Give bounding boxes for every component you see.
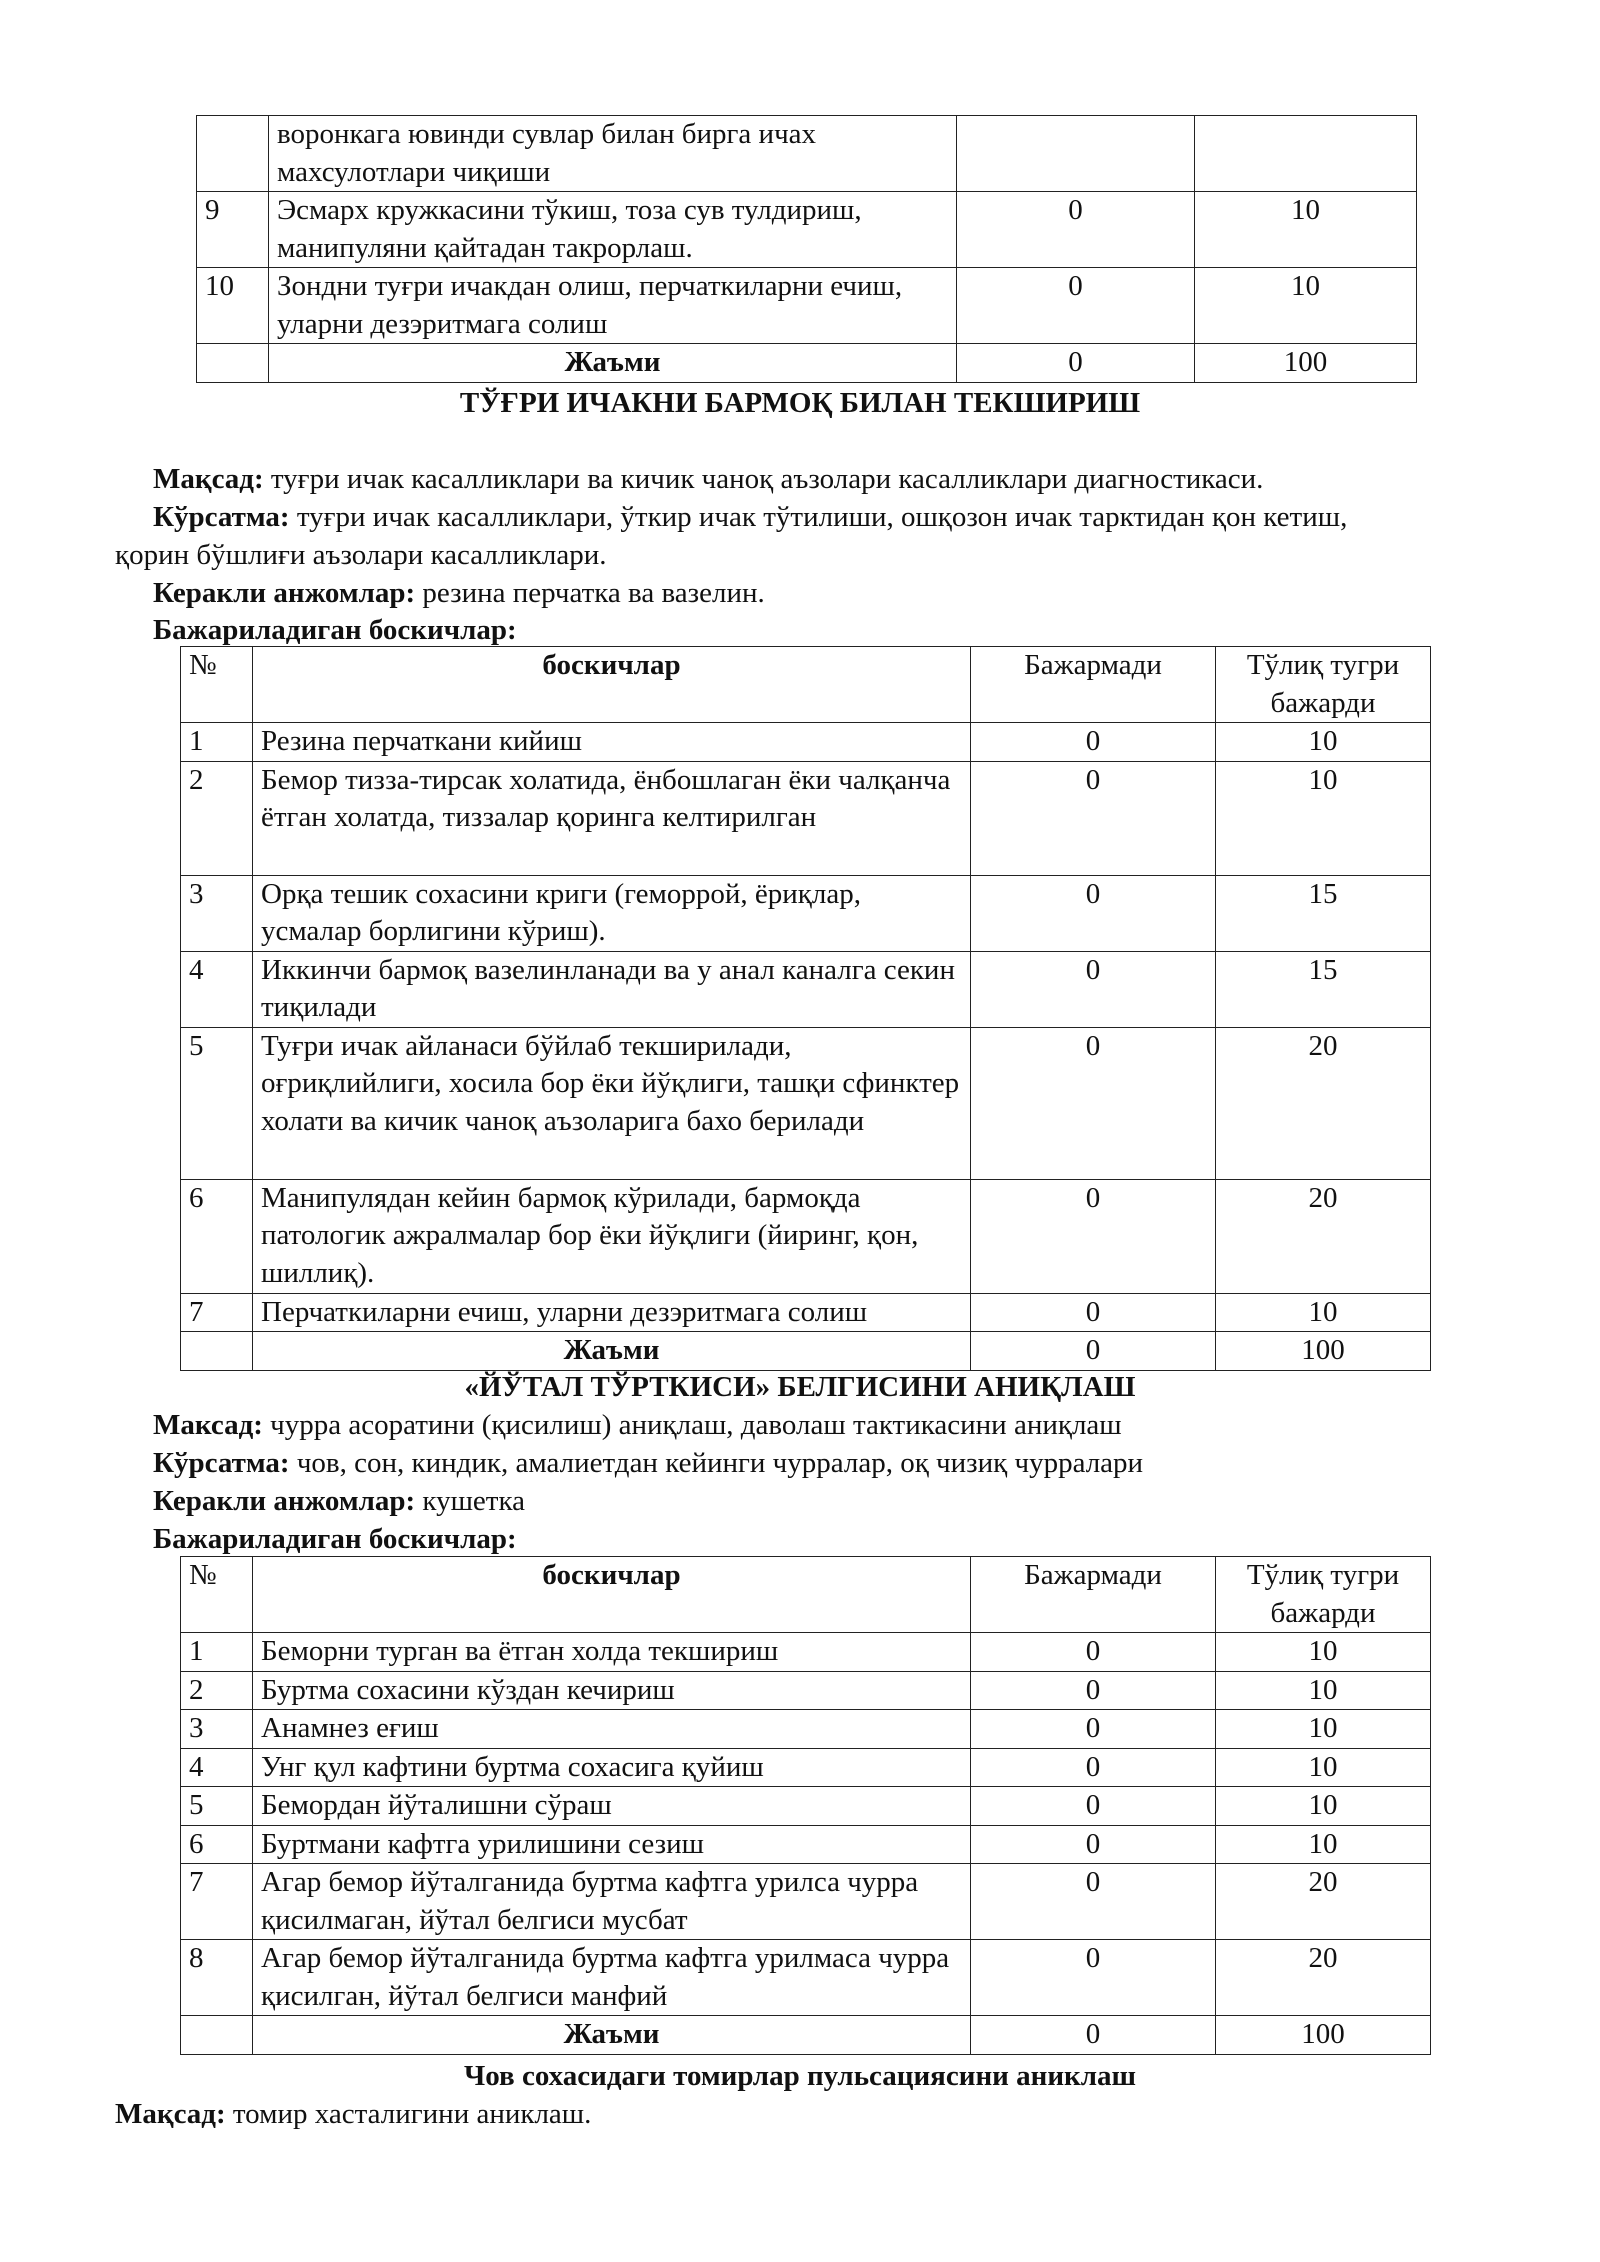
- row-not-done: 0: [971, 1179, 1216, 1293]
- goal-label: Мақсад:: [153, 463, 264, 495]
- row-not-done: 0: [971, 1710, 1216, 1749]
- table-row: [181, 723, 1431, 762]
- row-full: 10: [1216, 1748, 1431, 1787]
- table-row: [181, 951, 1431, 1027]
- steps-label: Бажариладиган боскичлар:: [153, 1523, 517, 1555]
- row-step: Иккинчи бармоқ вазелинланади ва у анал каналга секин тиқилади: [253, 951, 971, 1027]
- row-not-done: 0: [971, 1748, 1216, 1787]
- table-row: [181, 875, 1431, 951]
- row-step: Анамнез еғиш: [253, 1710, 971, 1749]
- table-row: [197, 192, 1417, 268]
- header-num: №: [181, 647, 253, 723]
- total-not-done: 0: [971, 1332, 1216, 1371]
- header-full: Тўлиқ тугри бажарди: [1216, 1557, 1431, 1633]
- goal-label: Мақсад:: [115, 2098, 226, 2130]
- total-empty: [197, 344, 269, 383]
- row-not-done: 0: [971, 1825, 1216, 1864]
- table-row: [181, 1748, 1431, 1787]
- total-empty: [181, 1332, 253, 1371]
- row-number: 4: [181, 1748, 253, 1787]
- row-step: Беморни турган ва ётган холда текшириш: [253, 1633, 971, 1672]
- row-not-done: 0: [971, 723, 1216, 762]
- total-label: Жаъми: [269, 344, 957, 383]
- row-not-done: 0: [971, 1787, 1216, 1826]
- table-row: [181, 1940, 1431, 2016]
- table-row: [181, 1864, 1431, 1940]
- header-step: боскичлар: [253, 647, 971, 723]
- row-full: 20: [1216, 1179, 1431, 1293]
- row-number: 5: [181, 1027, 253, 1179]
- indication-text: туғри ичак касалликлари, ўткир ичак тўтилиши, ошқозон ичак тарктидан қон кетиш,: [289, 501, 1348, 533]
- row-number: 6: [181, 1179, 253, 1293]
- total-full: 100: [1195, 344, 1417, 383]
- table-row: [181, 1633, 1431, 1672]
- header-row: [181, 1557, 1431, 1633]
- row-not-done: 0: [971, 1671, 1216, 1710]
- row-not-done: 0: [971, 761, 1216, 875]
- checklist-table: [180, 646, 1431, 1371]
- row-number: 5: [181, 1787, 253, 1826]
- continuation-table: [196, 115, 1417, 383]
- row-number: 8: [181, 1940, 253, 2016]
- row-step: Буртма сохасини кўздан кечириш: [253, 1671, 971, 1710]
- row-step: Перчаткиларни ечиш, уларни дезэритмага солиш: [253, 1293, 971, 1332]
- row-not-done: 0: [957, 268, 1195, 344]
- steps-label: Бажариладиган боскичлар:: [153, 614, 517, 646]
- total-not-done: 0: [957, 344, 1195, 383]
- row-number: 10: [197, 268, 269, 344]
- row-number: 3: [181, 875, 253, 951]
- table-row: [181, 1787, 1431, 1826]
- row-full: 10: [1216, 1710, 1431, 1749]
- row-full: 20: [1216, 1027, 1431, 1179]
- header-not-done: Бажармади: [971, 1557, 1216, 1633]
- indication-label: Кўрсатма:: [153, 501, 290, 533]
- table-row: [197, 116, 1417, 192]
- row-step: Буртмани кафтга урилишини сезиш: [253, 1825, 971, 1864]
- row-not-done: 0: [971, 875, 1216, 951]
- row-number: 3: [181, 1710, 253, 1749]
- table-row: [181, 1710, 1431, 1749]
- indication-continuation: қорин бўшлиғи аъзолари касалликлари.: [115, 539, 607, 571]
- row-step: Агар бемор йўталганида буртма кафтга урилмаса чурра қисилган, йўтал белгиси манфий: [253, 1940, 971, 2016]
- row-not-done: [957, 116, 1195, 192]
- indication-label: Кўрсатма:: [153, 1447, 290, 1479]
- section-title: Чов сохасидаги томирлар пульсациясини аниклаш: [464, 2060, 1136, 2092]
- row-not-done: 0: [971, 1633, 1216, 1672]
- row-step: воронкага ювинди сувлар билан бирга ичах махсулотлари чиқиши: [269, 116, 957, 192]
- tools-label: Керакли анжомлар:: [153, 577, 416, 609]
- tools-paragraph: [153, 574, 765, 612]
- row-number: 1: [181, 1633, 253, 1672]
- row-number: [197, 116, 269, 192]
- row-full: 10: [1216, 723, 1431, 762]
- row-number: 7: [181, 1293, 253, 1332]
- table-row: [181, 761, 1431, 875]
- goal-text: чурра асоратини (қисилиш) аниқлаш, даволаш тактикасини аниқлаш: [262, 1409, 1122, 1441]
- row-step: Зондни туғри ичакдан олиш, перчаткиларни ечиш, уларни дезэритмага солиш: [269, 268, 957, 344]
- row-step: Унг қул кафтини буртма сохасига қуйиш: [253, 1748, 971, 1787]
- row-full: 10: [1216, 761, 1431, 875]
- row-number: 6: [181, 1825, 253, 1864]
- row-full: [1195, 116, 1417, 192]
- row-step: Резина перчаткани кийиш: [253, 723, 971, 762]
- goal-paragraph: [115, 2095, 591, 2133]
- row-step: Туғри ичак айланаси бўйлаб текширилади, оғриқлийлиги, хосила бор ёки йўқлиги, ташқи сфинктер холати ва кичик чаноқ аъзоларига бахо берилади: [253, 1027, 971, 1179]
- row-full: 15: [1216, 875, 1431, 951]
- tools-text: кушетка: [415, 1485, 525, 1517]
- total-label: Жаъми: [253, 2016, 971, 2055]
- section-title: «ЙЎТАЛ ТЎРТКИСИ» БЕЛГИСИНИ АНИҚЛАШ: [464, 1371, 1136, 1403]
- row-full: 15: [1216, 951, 1431, 1027]
- indication-paragraph: [153, 1444, 1143, 1482]
- goal-text: туғри ичак касалликлари ва кичик чаноқ аъзолари касалликлари диагностикаси.: [263, 463, 1264, 495]
- row-full: 10: [1216, 1633, 1431, 1672]
- row-number: 2: [181, 761, 253, 875]
- row-step: Агар бемор йўталганида буртма кафтга урилса чурра қисилмаган, йўтал белгиси мусбат: [253, 1864, 971, 1940]
- row-not-done: 0: [971, 1940, 1216, 2016]
- header-not-done: Бажармади: [971, 647, 1216, 723]
- header-num: №: [181, 1557, 253, 1633]
- tools-label: Керакли анжомлар:: [153, 1485, 416, 1517]
- row-not-done: 0: [971, 951, 1216, 1027]
- row-full: 20: [1216, 1940, 1431, 2016]
- total-label: Жаъми: [253, 1332, 971, 1371]
- goal-paragraph: [153, 460, 1263, 498]
- row-step: Эсмарх кружкасини тўкиш, тоза сув тулдириш, манипуляни қайтадан такрорлаш.: [269, 192, 957, 268]
- table-row: [181, 1293, 1431, 1332]
- row-full: 10: [1195, 268, 1417, 344]
- row-full: 10: [1216, 1293, 1431, 1332]
- indication-paragraph: [153, 498, 1347, 536]
- total-empty: [181, 2016, 253, 2055]
- table-row: [181, 1825, 1431, 1864]
- row-number: 4: [181, 951, 253, 1027]
- row-step: Орқа тешик сохасини криги (геморрой, ёриқлар, усмалар борлигини кўриш).: [253, 875, 971, 951]
- row-not-done: 0: [957, 192, 1195, 268]
- total-row: [181, 2016, 1431, 2055]
- row-full: 10: [1216, 1825, 1431, 1864]
- row-full: 10: [1216, 1671, 1431, 1710]
- row-step: Бемордан йўталишни сўраш: [253, 1787, 971, 1826]
- checklist-table: [180, 1556, 1431, 2055]
- header-row: [181, 647, 1431, 723]
- row-number: 2: [181, 1671, 253, 1710]
- tools-text: резина перчатка ва вазелин.: [415, 577, 765, 609]
- header-step: боскичлар: [253, 1557, 971, 1633]
- row-not-done: 0: [971, 1027, 1216, 1179]
- tools-paragraph: [153, 1482, 525, 1520]
- row-number: 7: [181, 1864, 253, 1940]
- goal-text: томир хасталигини аниклаш.: [225, 2098, 592, 2130]
- total-row: [181, 1332, 1431, 1371]
- row-step: Манипулядан кейин бармоқ кўрилади, бармоқда патологик ажралмалар бор ёки йўқлиги (йиринг, қон, шиллиқ).: [253, 1179, 971, 1293]
- row-full: 20: [1216, 1864, 1431, 1940]
- table-row: [181, 1671, 1431, 1710]
- section-title: ТЎҒРИ ИЧАКНИ БАРМОҚ БИЛАН ТЕКШИРИШ: [459, 387, 1141, 419]
- row-full: 10: [1195, 192, 1417, 268]
- table-row: [197, 268, 1417, 344]
- total-full: 100: [1216, 2016, 1431, 2055]
- table-row: [181, 1179, 1431, 1293]
- row-step: Бемор тизза-тирсак холатида, ёнбошлаган ёки чалқанча ётган холатда, тиззалар қоринга келтирилган: [253, 761, 971, 875]
- row-not-done: 0: [971, 1864, 1216, 1940]
- header-full: Тўлиқ тугри бажарди: [1216, 647, 1431, 723]
- row-number: 1: [181, 723, 253, 762]
- total-not-done: 0: [971, 2016, 1216, 2055]
- indication-text: чов, сон, киндик, амалиетдан кейинги чурралар, оқ чизиқ чурралари: [289, 1447, 1144, 1479]
- row-not-done: 0: [971, 1293, 1216, 1332]
- total-full: 100: [1216, 1332, 1431, 1371]
- goal-label: Максад:: [153, 1409, 263, 1441]
- total-row: [197, 344, 1417, 383]
- row-full: 10: [1216, 1787, 1431, 1826]
- row-number: 9: [197, 192, 269, 268]
- goal-paragraph: [153, 1406, 1122, 1444]
- table-row: [181, 1027, 1431, 1179]
